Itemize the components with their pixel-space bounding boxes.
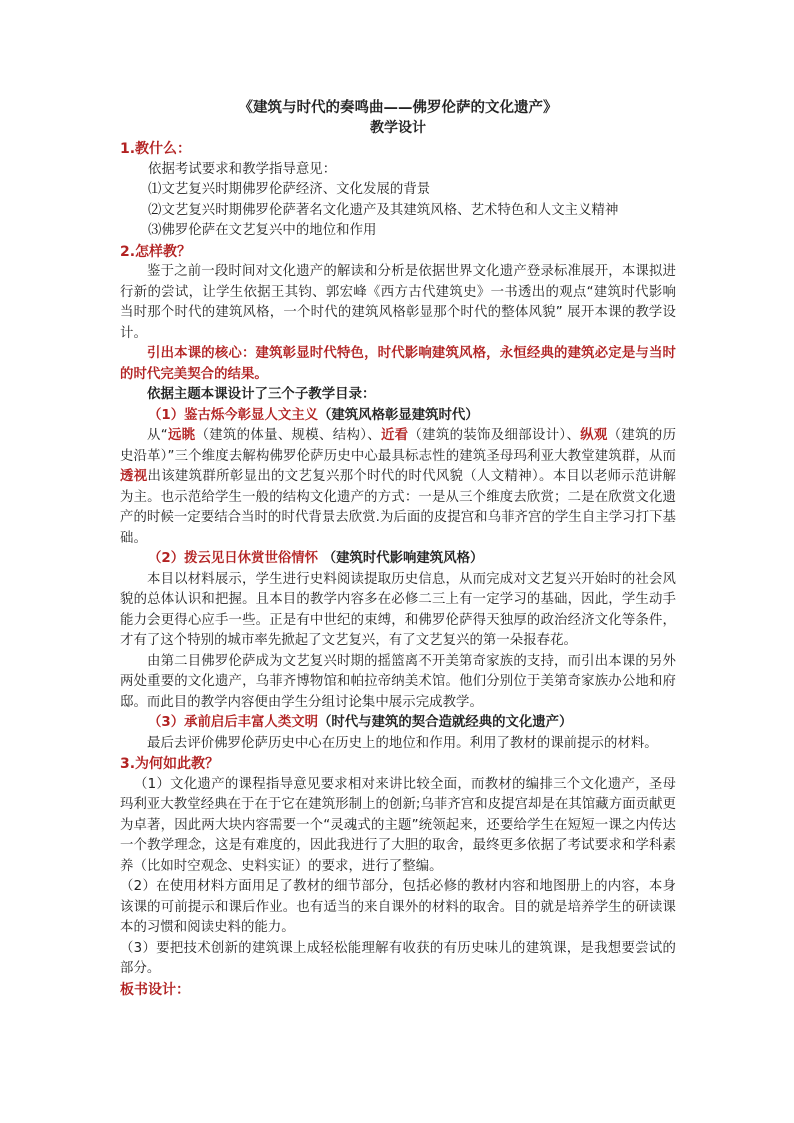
section4-heading: 板书设计： — [120, 981, 190, 998]
section2-heading: 2.怎样教？ — [120, 243, 192, 260]
text-run: （建筑的装饰及细部设计）、 — [408, 428, 581, 443]
subtopic-1-label: （1）鉴古烁今彰显人文主义 — [148, 407, 319, 423]
section3-paragraph: （1）文化遗产的课程指导意见要求相对来讲比较全面，而教材的编排三个文化遗产，圣母玛利亚大教堂经典在于在于它在建筑形制上的创新;乌菲齐宫和皮提宫却是在其馆藏方面贡献更为卓著，因此两大块内容需要一个“灵魂式的主题”统领起来，还要给学生在短短一课之内传达一个教学理念，这是有难度的，因此我进行了大胆的取舍，最终更多依据了考试要求和学科素养（比如时空观念、史料实证）的要求，进行了整编。 — [120, 776, 676, 874]
document-title: 《建筑与时代的奏鸣曲——佛罗伦萨的文化遗产》 — [238, 100, 558, 116]
text-run: 从“ — [147, 428, 168, 443]
subtopic-2-paragraph: 由第二目佛罗伦萨成为文艺复兴时期的摇篮离不开美第奇家族的支持，而引出本课的另外两处重要的文化遗产，乌菲齐博物馆和帕拉帝纳美术馆。他们分别位于美第奇家族办公地和府邸。而此目的教学内容便由学生分组讨论集中展示完成教学。 — [120, 653, 676, 710]
subtopic-3-paragraph: 最后去评价佛罗伦萨历史中心在历史上的地位和作用。利用了教材的课前提示的材料。 — [147, 735, 658, 751]
subtopic-1-note: （建筑风格彰显建筑时代） — [318, 407, 479, 423]
section1-item: ⑶佛罗伦萨在文艺复兴中的地位和作用 — [148, 223, 377, 238]
section1-item: ⑵文艺复兴时期佛罗伦萨著名文化遗产及其建筑风格、艺术特色和人文主义精神 — [148, 202, 619, 218]
subtopic-2-note: （建筑时代影响建筑风格） — [322, 551, 484, 566]
section3-paragraph: （3）要把技术创新的建筑课上成轻松能理解有收获的有历史味儿的建筑课，是我想要尝试的部分。 — [120, 940, 676, 976]
section1-intro: 依据考试要求和教学指导意见： — [148, 161, 337, 177]
subtopic-3-note: （时代与建筑的契合造就经典的文化遗产） — [318, 715, 573, 730]
text-run: 出该建筑群所彰显出的文艺复兴那个时代的时代风貌（人文精神）。本目以老师示范讲解为主。也示范给学生一般的结构文化遗产的方式：一是从三个维度去欣赏；二是在欣赏文化遗产的时候一定要结合当时的时代背景去欣赏.为后面的皮提宫和乌菲齐宫的学生自主学习打下基础。 — [120, 469, 676, 546]
subtopic-3-label: （3）承前启后丰富人类文明 — [148, 715, 319, 730]
section3-heading: 3.为何如此教？ — [120, 756, 220, 772]
text-run: （建筑的体量、规模、结构）、 — [195, 428, 381, 443]
keyword-toushi: 透视 — [120, 469, 148, 484]
keyword-jinkan: 近看 — [380, 428, 409, 443]
text-run: （建筑的历史沿革）”三个维度去解构佛罗伦萨历史中心最具标志性的建筑圣母玛利亚大教堂建筑群，从而 — [120, 428, 677, 464]
section2-paragraph: 鉴于之前一段时间对文化遗产的解读和分析是依据世界文化遗产登录标准展开，本课拟进行新的尝试，让学生依据王其钧、郭宏峰《西方古代建筑史》一书透出的观点“建筑时代影响当时那个时代的建筑风格，一个时代的建筑风格彰显那个时代的整体风貌” 展开本课的教学设计。 — [120, 264, 676, 341]
document-page — [120, 98, 676, 1000]
subtopic-1-heading — [120, 406, 676, 427]
section1-item: ⑴文艺复兴时期佛罗伦萨经济、文化发展的背景 — [148, 182, 431, 197]
subtopic-1-paragraph — [120, 426, 676, 549]
section2-catalog-intro: 依据主题本课设计了三个子教学目录： — [147, 387, 376, 402]
section3-paragraph: （2）在使用材料方面用足了教材的细节部分，包括必修的教材内容和地图册上的内容，本身该课的可前提示和课后作业。也有适当的来自课外的材料的取舍。目的就是培养学生的研读课本的习惯和阅读史料的能力。 — [120, 879, 676, 935]
subtopic-3-heading — [120, 713, 676, 734]
keyword-yuantiao: 远眺 — [167, 428, 196, 443]
section2-core-statement: 引出本课的核心：建筑彰显时代特色，时代影响建筑风格，永恒经典的建筑必定是与当时的时代完美契合的结果。 — [120, 346, 676, 382]
keyword-zongguan: 纵观 — [580, 428, 608, 443]
subtopic-2-label: （2）拨云见日休赏世俗情怀 — [148, 551, 319, 566]
subtopic-2-heading — [120, 549, 676, 570]
document-subtitle: 教学设计 — [370, 120, 426, 136]
section1-heading: 1.教什么： — [120, 141, 192, 157]
subtopic-2-paragraph: 本目以材料展示，学生进行史料阅读提取历史信息，从而完成对文艺复兴开始时的社会风貌的总体认识和把握。且本目的教学内容多在必修二三上有一定学习的基础，因此，学生动手能力会更得心应手一些。正是有中世纪的束缚，和佛罗伦萨得天独厚的政治经济文化等条件，才有了这个特别的城市率先掀起了文艺复兴，有了文艺复兴的第一朵报春花。 — [120, 571, 676, 648]
